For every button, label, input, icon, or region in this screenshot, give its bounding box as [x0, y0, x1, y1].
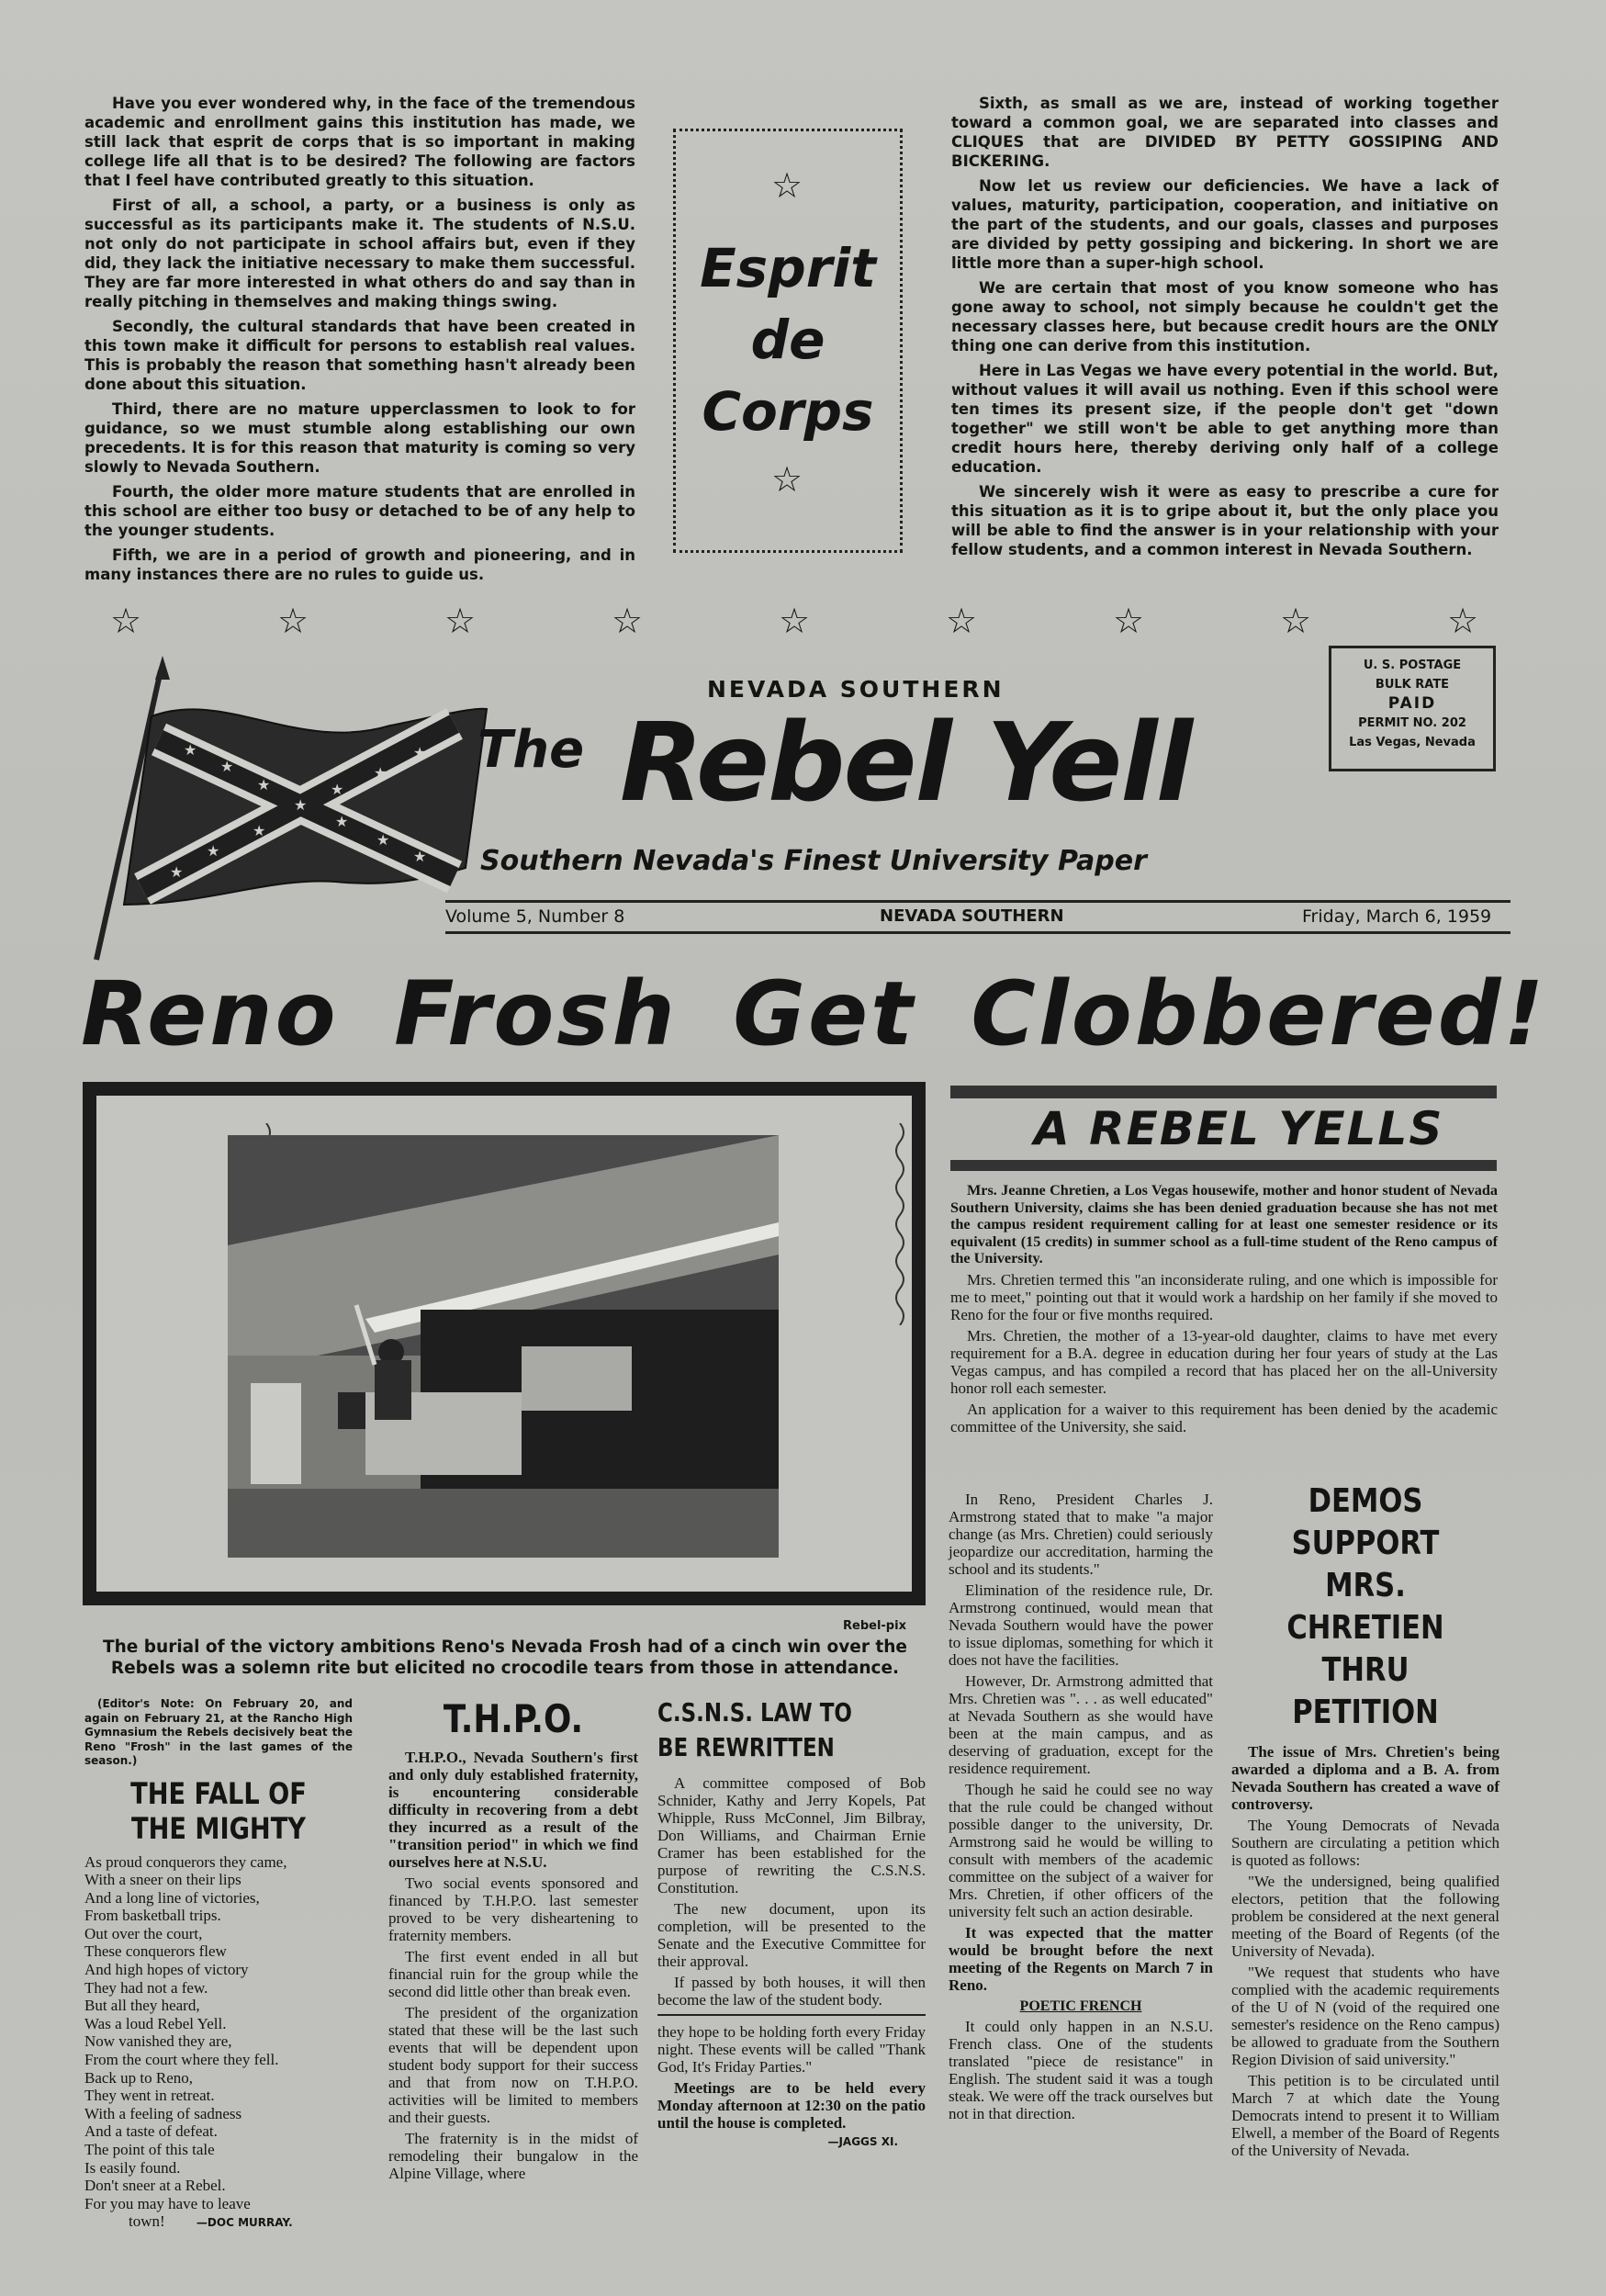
masthead-the: The — [477, 720, 585, 780]
editors-note: (Editor's Note: On February 20, and again on February 21, at the Rancho High Gymnasium the Rebels decisively beat the Reno "Frosh" in the last games of the season.) — [84, 1697, 353, 1767]
star-icon: ☆ — [771, 459, 803, 500]
rebel-yells-title: A REBEL YELLS — [1034, 1102, 1444, 1155]
article-paragraph: If passed by both houses, it will then become the law of the student body. — [657, 1974, 926, 2009]
article-paragraph: This petition is to be circulated until March 7 at which date the Young Democrats intend to present it to William Elwell, a member of the Board of Regents of the University of Nevada. — [1231, 2072, 1499, 2159]
thpo-meetings: Meetings are to be held every Monday afternoon at 12:30 on the patio until the house is completed. — [657, 2079, 926, 2132]
poem-line: Was a loud Rebel Yell. — [84, 2014, 227, 2032]
editorial-paragraph: Now let us review our deficiencies. We have a lack of values, maturity, participation, cooperation, and initiative on the part of the students, and our goals, classes and purposes are divided by petty gossiping and bickering. In short we are little more than a super-high school. — [951, 177, 1499, 272]
svg-text:★: ★ — [376, 831, 390, 849]
editorial-paragraph: We sincerely wish it were as easy to prescribe a cure for this situation as it is to gripe about it, but the only place you will be able to find the answer is in your relationship with your fellow students, and a common interest in Nevada Southern. — [951, 483, 1499, 558]
poem-line: Is easily found. — [84, 2158, 181, 2177]
poem-line: But all they heard, — [84, 1997, 200, 2015]
poem-line: And a taste of defeat. — [84, 2122, 218, 2141]
csns-column — [657, 1695, 926, 2148]
article-paragraph: The president of the organization stated that these will be the last such events that will be dependent upon student body support for their success and that from now on T.H.P.O. activities will be limited to members and their guests. — [388, 2004, 638, 2126]
editorial-paragraph: Secondly, the cultural standards that have been created in this town make it difficult for persons to establish real values. This is probably the reason that something hasn't already been done about this situation. — [84, 318, 635, 393]
poem-line — [84, 2212, 353, 2233]
article-paragraph: The first event ended in all but financial ruin for the group while the second did little other than break even. — [388, 1948, 638, 2000]
poem-line: The point of this tale — [84, 2141, 215, 2158]
box-title-line: Esprit — [700, 237, 876, 299]
editorial-paragraph: Sixth, as small as we are, instead of working together toward a common goal, we are separated into classes and CLIQUES that are DIVIDED BY PETTY GOSSIPING AND BICKERING. — [951, 95, 1499, 170]
poem-signature: —DOC MURRAY. — [196, 2216, 293, 2230]
editorial-paragraph: Fourth, the older more mature students that are enrolled in this school are either too busy or detached to be of any help to the younger students. — [84, 483, 635, 539]
poetic-french-title: POETIC FRENCH — [1019, 1998, 1142, 2014]
masthead-tagline: Southern Nevada's Finest University Paper — [480, 845, 1147, 877]
svg-text:★: ★ — [253, 822, 266, 839]
box-title-line: de — [750, 309, 825, 371]
article-paragraph: However, Dr. Armstrong admitted that Mrs. Chretien was ". . . as well educated" at Nevada Southern as she would have been at the main campus, and as deserving of graduation, except for the residence requirement. — [949, 1672, 1213, 1777]
rebel-yells-body — [950, 1182, 1498, 1439]
postage-line: U. S. POSTAGE — [1363, 658, 1462, 672]
star-icon: ☆ — [946, 601, 978, 641]
demos-headline: MRS. CHRETIEN — [1286, 1567, 1444, 1647]
svg-text:★: ★ — [335, 813, 349, 830]
thpo-continuation: they hope to be holding forth every Friday night. These events will be called "Thank God, It's Friday Parties." — [657, 2023, 926, 2076]
poem-line: Now vanished they are, — [84, 2032, 232, 2051]
poem-line: As proud conquerors they came, — [84, 1852, 287, 1871]
csns-headline: BE REWRITTEN — [657, 1732, 835, 1762]
fall-headline: THE MIGHTY — [131, 1810, 306, 1846]
editorial-paragraph: Have you ever wondered why, in the face of the tremendous academic and enrollment gains this institution has made, we still lack that esprit de corps that is so important in making college life all that is to be desired? The following are factors that I feel have contributed greatly to this situation. — [84, 95, 635, 189]
editorial-left-column — [84, 94, 635, 590]
demos-headline: DEMOS SUPPORT — [1291, 1482, 1440, 1562]
article-paragraph: A committee composed of Bob Schnider, Kathy and Jerry Kopels, Pat Whipple, Russ McConnel, Jim Bilbray, Don Williams, and Chairman Ernie Cramer has been established for the purpose of rewriting the C.S.N.S. Constitution. — [657, 1774, 926, 1896]
svg-text:★: ★ — [220, 758, 234, 775]
svg-text:★: ★ — [207, 842, 220, 860]
byline: —JAGGS XI. — [827, 2135, 898, 2148]
section-rule — [950, 1086, 1497, 1098]
poem — [84, 1853, 353, 2233]
svg-text:★: ★ — [184, 741, 197, 759]
poem-line: Don't sneer at a Rebel. — [84, 2177, 226, 2195]
article-paragraph: "We the undersigned, being qualified electors, petition that the following problem be considered at the next general meeting of the Board of Regents (of the University of Nevada). — [1231, 1873, 1499, 1960]
svg-text:★: ★ — [374, 764, 387, 782]
poem-line: From basketball trips. — [84, 1907, 221, 1925]
thpo-headline: T.H.P.O. — [443, 1696, 584, 1741]
star-icon: ☆ — [444, 601, 477, 641]
star-icon: ☆ — [1447, 601, 1479, 641]
poem-line: And high hopes of victory — [84, 1961, 249, 1979]
star-icon: ☆ — [1113, 601, 1145, 641]
photo-frame — [83, 1082, 926, 1605]
lead-headline: Reno Frosh Get Clobbered! — [81, 962, 1547, 1065]
demos-column — [1231, 1480, 1499, 2163]
postage-line: Las Vegas, Nevada — [1349, 736, 1476, 749]
poem-line: They went in retreat. — [84, 2087, 215, 2105]
photo-caption: The burial of the victory ambitions Reno's Nevada Frosh had of a cinch win over the Rebels was a solemn rite but elicited no crocodile tears from those in attendance. — [103, 1638, 907, 1678]
editorial-paragraph: Here in Las Vegas we have every potential in the world. But, without values it will avail us nothing. Even if this school were ten times its present size, if the people don't get "down together" we still won't be able to get anything more than credit hours here, thereby deriving only half of a college education. — [951, 362, 1499, 476]
editorial-right-column — [951, 94, 1499, 565]
article-paragraph: In Reno, President Charles J. Armstrong stated that to make "a major change (as Mrs. Chretien) could seriously jeopardize our accreditation, harming the school and its students." — [949, 1491, 1213, 1578]
esprit-de-corps-box — [673, 129, 903, 553]
editorial-paragraph: Third, there are no mature upperclassmen to look to for guidance, so we must stumble along establishing our own precedents. It is for this reason that maturity is coming so very slowly to Nevada Southern. — [84, 400, 635, 476]
editorial-paragraph: First of all, a school, a party, or a business is only as successful as its participants make it. The students of N.S.U. not only do not participate in school affairs but, even if they did, they lack the initiative necessary to make them successful. They are far more interested in what others do and say than in really pitching in themselves and making things swing. — [84, 197, 635, 310]
article-paragraph: It could only happen in an N.S.U. French class. One of the students translated "piece de resistance" in English. The student said it was a tough steak. We were off the track ourselves but not in that direction. — [949, 2018, 1213, 2122]
thpo-column — [388, 1695, 638, 2186]
star-icon: ☆ — [277, 601, 309, 641]
svg-text:★: ★ — [331, 781, 344, 798]
star-icon: ☆ — [779, 601, 811, 641]
fall-of-the-mighty-column — [84, 1697, 353, 2233]
article-paragraph: Mrs. Chretien termed this "an inconsiderate ruling, and one which is impossible for me to meet," pointing out that it would work a hardship on her family if she moved to Reno for the four or five months required. — [950, 1270, 1498, 1323]
article-lead: T.H.P.O., Nevada Southern's first and only duly established fraternity, is encountering considerable difficulty in recovering from a debt they incurred as a result of the "transition period" in which we find ourselves here at N.S.U. — [388, 1749, 638, 1871]
svg-text:★: ★ — [170, 863, 184, 881]
poem-line: Back up to Reno, — [84, 2068, 194, 2087]
section-rule — [950, 1160, 1497, 1171]
masthead-title: Rebel Yell — [620, 699, 1192, 826]
article-paragraph: The fraternity is in the midst of remodeling their bungalow in the Alpine Village, where — [388, 2130, 638, 2182]
svg-text:★: ★ — [294, 796, 308, 814]
article-paragraph: Though he said he could see no way that the rule could be changed without possible danger to the university, Dr. Armstrong said he would be willing to consult with members of the academic committee on the subject of a waiver for Mrs. Chretien, if other officers of the university felt such an action desirable. — [949, 1781, 1213, 1920]
volume-number: Volume 5, Number 8 — [445, 906, 625, 927]
rebel-yells-column — [949, 1491, 1213, 2126]
postage-line: BULK RATE — [1375, 678, 1450, 692]
article-paragraph: "We request that students who have complied with the academic requirements of the U of N (void of the required one semester's residence on the Reno campus) be allowed to graduate from the Southern Region Division of said university." — [1231, 1964, 1499, 2068]
svg-text:★: ★ — [257, 776, 271, 793]
article-paragraph: Two social events sponsored and financed by T.H.P.O. last semester proved to be very disheartening to fraternity members. — [388, 1874, 638, 1944]
postage-line: PERMIT NO. 202 — [1358, 716, 1466, 730]
star-row — [101, 603, 1497, 640]
editorial-paragraph: We are certain that most of you know someone who has gone away to school, not simply because he couldn't get the necessary classes here, but because credit hours are the ONLY thing one can derive from this institution. — [951, 279, 1499, 355]
svg-text:★: ★ — [413, 848, 427, 865]
article-lead: Mrs. Jeanne Chretien, a Los Vegas housewife, mother and honor student of Nevada Southern University, claims she has been denied graduation because she has not met the campus resident requirement calling for at least one semester residence or its equivalent (15 credits) in summer school as a full-time student of the Reno campus of the University. — [950, 1182, 1498, 1266]
postage-line: PAID — [1387, 694, 1437, 713]
issue-date: Friday, March 6, 1959 — [1302, 906, 1492, 927]
poem-line: With a sneer on their lips — [84, 1871, 241, 1889]
masthead-rule — [445, 931, 1511, 934]
article-paragraph: Mrs. Chretien, the mother of a 13-year-old daughter, claims to have met every requirement for a B.A. degree in education during her four years of study at the Las Vegas campus, and has compiled a record that has placed her on the all-University honor roll each semester. — [950, 1326, 1498, 1397]
star-icon: ☆ — [1280, 601, 1312, 641]
demos-headline: THRU PETITION — [1292, 1651, 1439, 1731]
article-paragraph: It was expected that the matter would be brought before the next meeting of the Regents on March 7 in Reno. — [949, 1924, 1213, 1994]
editorial-paragraph: Fifth, we are in a period of growth and pioneering, and in many instances there are no rules to guide us. — [84, 546, 635, 583]
article-lead: The issue of Mrs. Chretien's being awarded a diploma and a B. A. from Nevada Southern has created a wave of controversy. — [1231, 1743, 1499, 1813]
poem-line: And a long line of victories, — [84, 1888, 260, 1907]
masthead-center: NEVADA SOUTHERN — [880, 906, 1064, 926]
article-paragraph: The Young Democrats of Nevada Southern are circulating a petition which is quoted as follows: — [1231, 1817, 1499, 1869]
poem-line: They had not a few. — [84, 1978, 208, 1997]
article-paragraph: Elimination of the residence rule, Dr. Armstrong continued, would mean that Nevada Southern would have the power to issue diplomas, something for which it does not have the facilities. — [949, 1581, 1213, 1669]
poem-line: For you may have to leave — [84, 2194, 251, 2212]
star-icon: ☆ — [110, 601, 142, 641]
article-paragraph: An application for a waiver to this requirement has been denied by the academic committee of the University, she said. — [950, 1400, 1498, 1435]
star-icon: ☆ — [771, 165, 803, 206]
news-photo — [228, 1135, 779, 1558]
masthead-rule — [445, 900, 1511, 903]
poem-line: From the court where they fell. — [84, 2051, 279, 2069]
csns-headline: C.S.N.S. LAW TO — [657, 1697, 852, 1728]
article-paragraph: The new document, upon its completion, will be presented to the Senate and the Executive Committee for their approval. — [657, 1900, 926, 1970]
fall-headline: THE FALL OF — [130, 1775, 307, 1811]
poem-last-line: town! — [129, 2212, 165, 2231]
star-icon: ☆ — [612, 601, 644, 641]
poem-line: These conquerors flew — [84, 1942, 227, 1961]
masthead-overline: NEVADA SOUTHERN — [707, 676, 1005, 703]
poem-line: With a feeling of sadness — [84, 2104, 242, 2122]
postage-indicia — [1329, 646, 1496, 771]
photo-credit: Rebel-pix — [843, 1619, 906, 1633]
confederate-flag-logo — [87, 652, 491, 964]
poem-line: Out over the court, — [84, 1924, 203, 1942]
box-title-line: Corps — [702, 380, 874, 443]
svg-text:★: ★ — [413, 744, 427, 761]
